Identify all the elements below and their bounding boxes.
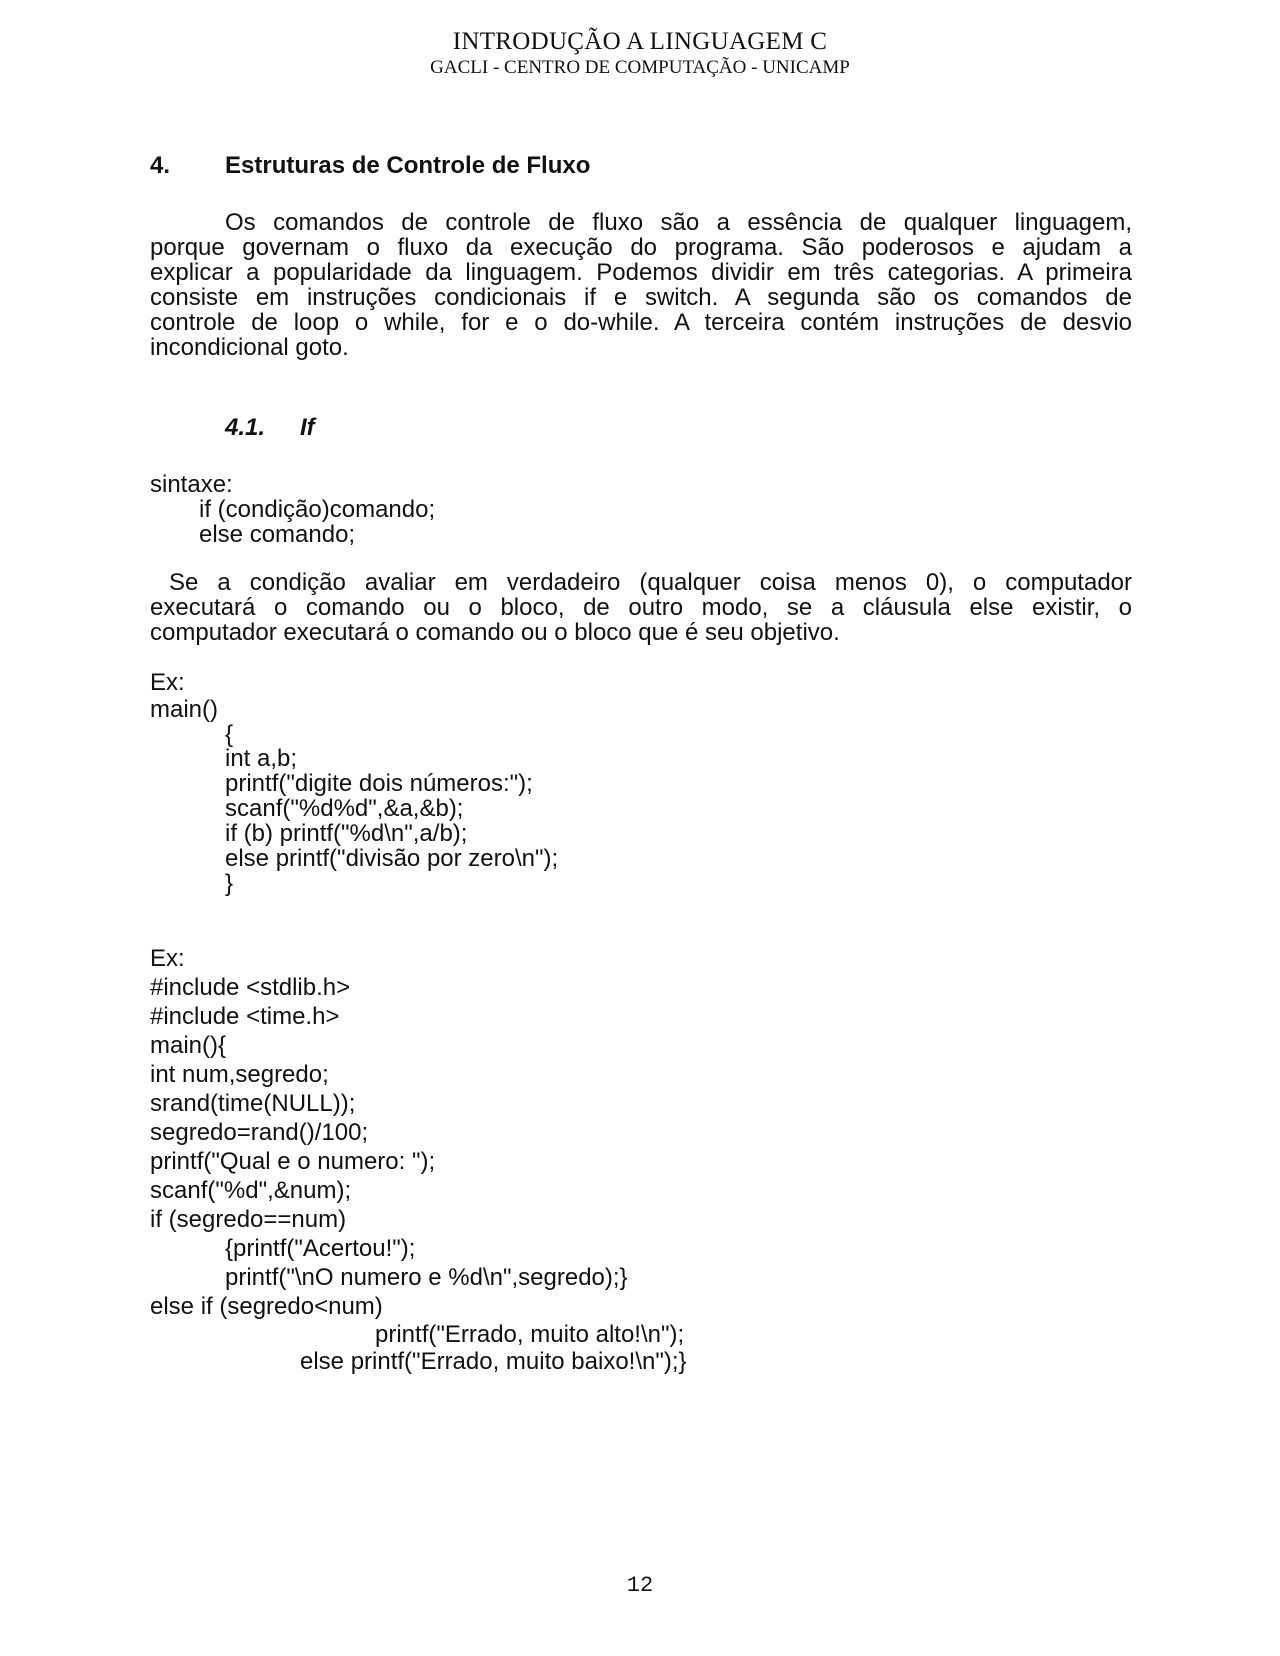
example2-label: Ex:: [150, 945, 185, 972]
intro-line: porque governam o fluxo da execução do programa. São poderosos e ajudam a: [150, 234, 1132, 261]
intro-line: consiste em instruções condicionais if e switch. A segunda são os comandos de: [150, 284, 1132, 311]
section-number: 4.: [150, 152, 171, 179]
intro-line: explicar a popularidade da linguagem. Podemos dividir em três categorias. A primeira: [150, 259, 1132, 286]
header-title: INTRODUÇÃO A LINGUAGEM C: [452, 28, 828, 55]
code-line: int num,segredo;: [150, 1061, 329, 1088]
code-line: printf("Qual e o numero: ");: [150, 1148, 436, 1175]
intro-line: incondicional goto.: [150, 334, 349, 361]
code-line: if (segredo==num): [150, 1206, 347, 1233]
header-subtitle: GACLI - CENTRO DE COMPUTAÇÃO - UNICAMP: [430, 57, 850, 78]
code-line: scanf("%d",&num);: [150, 1177, 352, 1204]
code-line: scanf("%d%d",&a,&b);: [225, 795, 464, 822]
code-line: else printf("Errado, muito baixo!\n");}: [300, 1348, 687, 1375]
code-line: if (b) printf("%d\n",a/b);: [225, 820, 468, 847]
explanation-paragraph: [150, 570, 1132, 645]
code-line: printf("digite dois números:");: [225, 770, 533, 797]
explanation-line: executará o comando ou o bloco, de outro modo, se a cláusula else existir, o: [150, 594, 1132, 621]
code-line: {: [225, 721, 234, 748]
code-line: }: [225, 870, 234, 897]
code-line: int a,b;: [225, 745, 298, 772]
intro-line: Os comandos de controle de fluxo são a essência de qualquer linguagem,: [225, 209, 1132, 236]
section-title: Estruturas de Controle de Fluxo: [225, 152, 591, 179]
intro-paragraph: [150, 210, 1132, 360]
code-line: else if (segredo<num): [150, 1293, 383, 1320]
code-line: else printf("divisão por zero\n");: [225, 845, 559, 872]
code-line: printf("Errado, muito alto!\n");: [375, 1321, 685, 1348]
example1-label: Ex:: [150, 669, 185, 696]
syntax-line: if (condição)comando;: [199, 496, 436, 523]
explanation-line: computador executará o comando ou o bloco que é seu objetivo.: [150, 619, 840, 646]
subsection-number: 4.1.: [225, 414, 266, 441]
code-line: {printf("Acertou!");: [225, 1235, 416, 1262]
code-line: main(){: [150, 1032, 227, 1059]
syntax-label: sintaxe:: [150, 471, 233, 498]
intro-line: controle de loop o while, for e o do-while. A terceira contém instruções de desvio: [150, 309, 1132, 336]
explanation-line: Se a condição avaliar em verdadeiro (qualquer coisa menos 0), o computador: [150, 569, 1133, 596]
page-number: 12: [626, 1573, 654, 1598]
syntax-line: else comando;: [199, 521, 356, 548]
code-line: #include <time.h>: [150, 1003, 340, 1030]
code-line: main(): [150, 696, 219, 723]
subsection-title: If: [300, 414, 315, 441]
code-line: #include <stdlib.h>: [150, 974, 351, 1001]
code-line: srand(time(NULL));: [150, 1090, 356, 1117]
code-line: segredo=rand()/100;: [150, 1119, 369, 1146]
code-line: printf("\nO numero e %d\n",segredo);}: [225, 1264, 628, 1291]
